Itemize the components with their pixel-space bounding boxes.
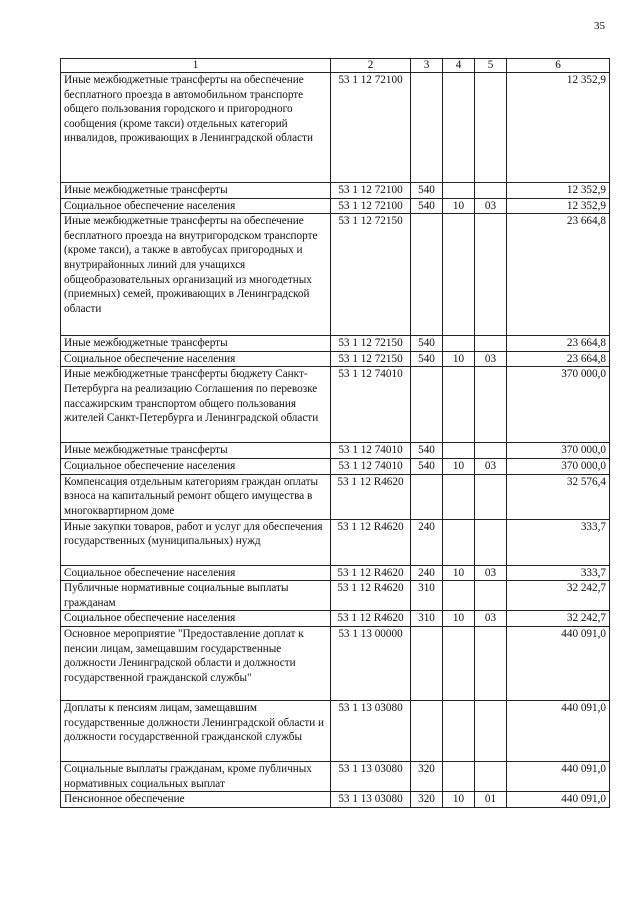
row-subsection xyxy=(475,367,507,443)
row-expense-type xyxy=(411,367,443,443)
row-subsection xyxy=(475,336,507,352)
header-col-6: 6 xyxy=(507,59,610,73)
row-name: Социальное обеспечение населения xyxy=(61,458,331,474)
table-row xyxy=(61,519,610,565)
row-name: Компенсация отдельным категориям граждан оплаты взноса на капитальный ремонт общего имущества в многоквартирном доме xyxy=(61,474,331,519)
row-subsection xyxy=(475,214,507,336)
row-code: 53 1 12 R4620 xyxy=(331,519,411,565)
row-name: Пенсионное обеспечение xyxy=(61,792,331,808)
row-code: 53 1 12 R4620 xyxy=(331,581,411,611)
row-section: 10 xyxy=(443,351,475,367)
table-row xyxy=(61,581,610,611)
table-row xyxy=(61,792,610,808)
row-subsection xyxy=(475,700,507,761)
row-subsection: 03 xyxy=(475,565,507,581)
row-name: Социальное обеспечение населения xyxy=(61,611,331,627)
row-subsection: 03 xyxy=(475,458,507,474)
row-section xyxy=(443,183,475,199)
row-expense-type xyxy=(411,626,443,700)
row-sum: 12 352,9 xyxy=(507,183,610,199)
row-section xyxy=(443,443,475,459)
row-sum: 23 664,8 xyxy=(507,214,610,336)
row-section xyxy=(443,474,475,519)
budget-table xyxy=(60,58,610,808)
row-sum: 23 664,8 xyxy=(507,351,610,367)
row-section xyxy=(443,519,475,565)
row-code: 53 1 13 03080 xyxy=(331,700,411,761)
table-row xyxy=(61,351,610,367)
row-sum: 440 091,0 xyxy=(507,761,610,791)
row-code: 53 1 12 74010 xyxy=(331,443,411,459)
row-expense-type xyxy=(411,214,443,336)
row-expense-type: 540 xyxy=(411,336,443,352)
row-sum: 333,7 xyxy=(507,565,610,581)
row-name: Иные межбюджетные трансферты на обеспечение бесплатного проезда на внутригородском транспорте (кроме такси), а также в автобусах пригородных и внутрирайонных линий для учащихся общеобразовательных организаций из многодетных (приемных) семей, проживающих в Ленинградской области xyxy=(61,214,331,336)
row-subsection xyxy=(475,761,507,791)
row-subsection xyxy=(475,73,507,183)
row-section: 10 xyxy=(443,458,475,474)
row-code: 53 1 12 72100 xyxy=(331,183,411,199)
row-name: Иные межбюджетные трансферты на обеспечение бесплатного проезда в автомобильном транспорте общего пользования городского и пригородного сообщения (кроме такси) отдельных категорий инвалидов, проживающих в Ленинградской области xyxy=(61,73,331,183)
row-sum: 440 091,0 xyxy=(507,700,610,761)
row-subsection xyxy=(475,626,507,700)
row-section xyxy=(443,700,475,761)
table-row xyxy=(61,761,610,791)
row-sum: 370 000,0 xyxy=(507,367,610,443)
row-code: 53 1 12 72100 xyxy=(331,198,411,214)
row-expense-type: 320 xyxy=(411,761,443,791)
row-sum: 12 352,9 xyxy=(507,198,610,214)
row-section: 10 xyxy=(443,792,475,808)
row-subsection: 03 xyxy=(475,611,507,627)
row-code: 53 1 12 72150 xyxy=(331,336,411,352)
row-code: 53 1 13 03080 xyxy=(331,761,411,791)
table-row xyxy=(61,443,610,459)
row-sum: 32 242,7 xyxy=(507,611,610,627)
row-expense-type: 540 xyxy=(411,198,443,214)
header-col-4: 4 xyxy=(443,59,475,73)
row-sum: 370 000,0 xyxy=(507,458,610,474)
row-expense-type: 320 xyxy=(411,792,443,808)
row-name: Основное мероприятие "Предоставление доплат к пенсии лицам, замещавшим государственные должности Ленинградской области и должности государственной гражданской службы" xyxy=(61,626,331,700)
table-row xyxy=(61,565,610,581)
row-sum: 440 091,0 xyxy=(507,626,610,700)
row-subsection: 03 xyxy=(475,351,507,367)
row-sum: 370 000,0 xyxy=(507,443,610,459)
header-col-3: 3 xyxy=(411,59,443,73)
row-section xyxy=(443,626,475,700)
page-number: 35 xyxy=(594,20,605,32)
row-code: 53 1 12 R4620 xyxy=(331,565,411,581)
row-sum: 23 664,8 xyxy=(507,336,610,352)
row-section xyxy=(443,336,475,352)
row-name: Иные межбюджетные трансферты xyxy=(61,183,331,199)
row-name: Доплаты к пенсиям лицам, замещавшим государственные должности Ленинградской области и должности государственной гражданской службы xyxy=(61,700,331,761)
row-subsection: 03 xyxy=(475,198,507,214)
table-row xyxy=(61,336,610,352)
table-row xyxy=(61,73,610,183)
row-subsection xyxy=(475,183,507,199)
row-name: Социальные выплаты гражданам, кроме публичных нормативных социальных выплат xyxy=(61,761,331,791)
row-section xyxy=(443,581,475,611)
row-expense-type: 240 xyxy=(411,565,443,581)
row-code: 53 1 12 72100 xyxy=(331,73,411,183)
row-expense-type xyxy=(411,474,443,519)
row-code: 53 1 13 00000 xyxy=(331,626,411,700)
row-sum: 12 352,9 xyxy=(507,73,610,183)
row-expense-type: 540 xyxy=(411,443,443,459)
table-row xyxy=(61,198,610,214)
row-name: Иные межбюджетные трансферты xyxy=(61,336,331,352)
table-row xyxy=(61,214,610,336)
row-section: 10 xyxy=(443,565,475,581)
table-row xyxy=(61,700,610,761)
row-name: Социальное обеспечение населения xyxy=(61,565,331,581)
row-subsection xyxy=(475,474,507,519)
row-subsection: 01 xyxy=(475,792,507,808)
row-code: 53 1 12 72150 xyxy=(331,351,411,367)
header-col-5: 5 xyxy=(475,59,507,73)
row-subsection xyxy=(475,519,507,565)
row-name: Иные межбюджетные трансферты xyxy=(61,443,331,459)
row-expense-type xyxy=(411,73,443,183)
row-section xyxy=(443,367,475,443)
row-code: 53 1 13 03080 xyxy=(331,792,411,808)
table-row xyxy=(61,626,610,700)
row-name: Публичные нормативные социальные выплаты гражданам xyxy=(61,581,331,611)
header-col-2: 2 xyxy=(331,59,411,73)
header-col-1: 1 xyxy=(61,59,331,73)
row-expense-type: 310 xyxy=(411,611,443,627)
row-expense-type: 240 xyxy=(411,519,443,565)
row-subsection xyxy=(475,443,507,459)
table-row xyxy=(61,474,610,519)
row-sum: 32 576,4 xyxy=(507,474,610,519)
row-section: 10 xyxy=(443,198,475,214)
row-name: Иные закупки товаров, работ и услуг для обеспечения государственных (муниципальных) нужд xyxy=(61,519,331,565)
row-code: 53 1 12 R4620 xyxy=(331,611,411,627)
row-code: 53 1 12 74010 xyxy=(331,458,411,474)
row-sum: 333,7 xyxy=(507,519,610,565)
row-name: Социальное обеспечение населения xyxy=(61,198,331,214)
row-code: 53 1 12 R4620 xyxy=(331,474,411,519)
row-subsection xyxy=(475,581,507,611)
header-row xyxy=(61,59,610,73)
table-row xyxy=(61,183,610,199)
row-code: 53 1 12 72150 xyxy=(331,214,411,336)
row-section: 10 xyxy=(443,611,475,627)
row-section xyxy=(443,761,475,791)
row-name: Социальное обеспечение населения xyxy=(61,351,331,367)
row-section xyxy=(443,73,475,183)
table-row xyxy=(61,611,610,627)
row-section xyxy=(443,214,475,336)
row-sum: 440 091,0 xyxy=(507,792,610,808)
row-sum: 32 242,7 xyxy=(507,581,610,611)
row-expense-type: 540 xyxy=(411,351,443,367)
row-name: Иные межбюджетные трансферты бюджету Санкт-Петербурга на реализацию Соглашения по перевозке пассажирским транспортом общего пользования жителей Санкт-Петербурга и Ленинградской области xyxy=(61,367,331,443)
table-row xyxy=(61,458,610,474)
row-expense-type: 540 xyxy=(411,183,443,199)
row-expense-type: 310 xyxy=(411,581,443,611)
row-expense-type xyxy=(411,700,443,761)
table-row xyxy=(61,367,610,443)
row-expense-type: 540 xyxy=(411,458,443,474)
row-code: 53 1 12 74010 xyxy=(331,367,411,443)
